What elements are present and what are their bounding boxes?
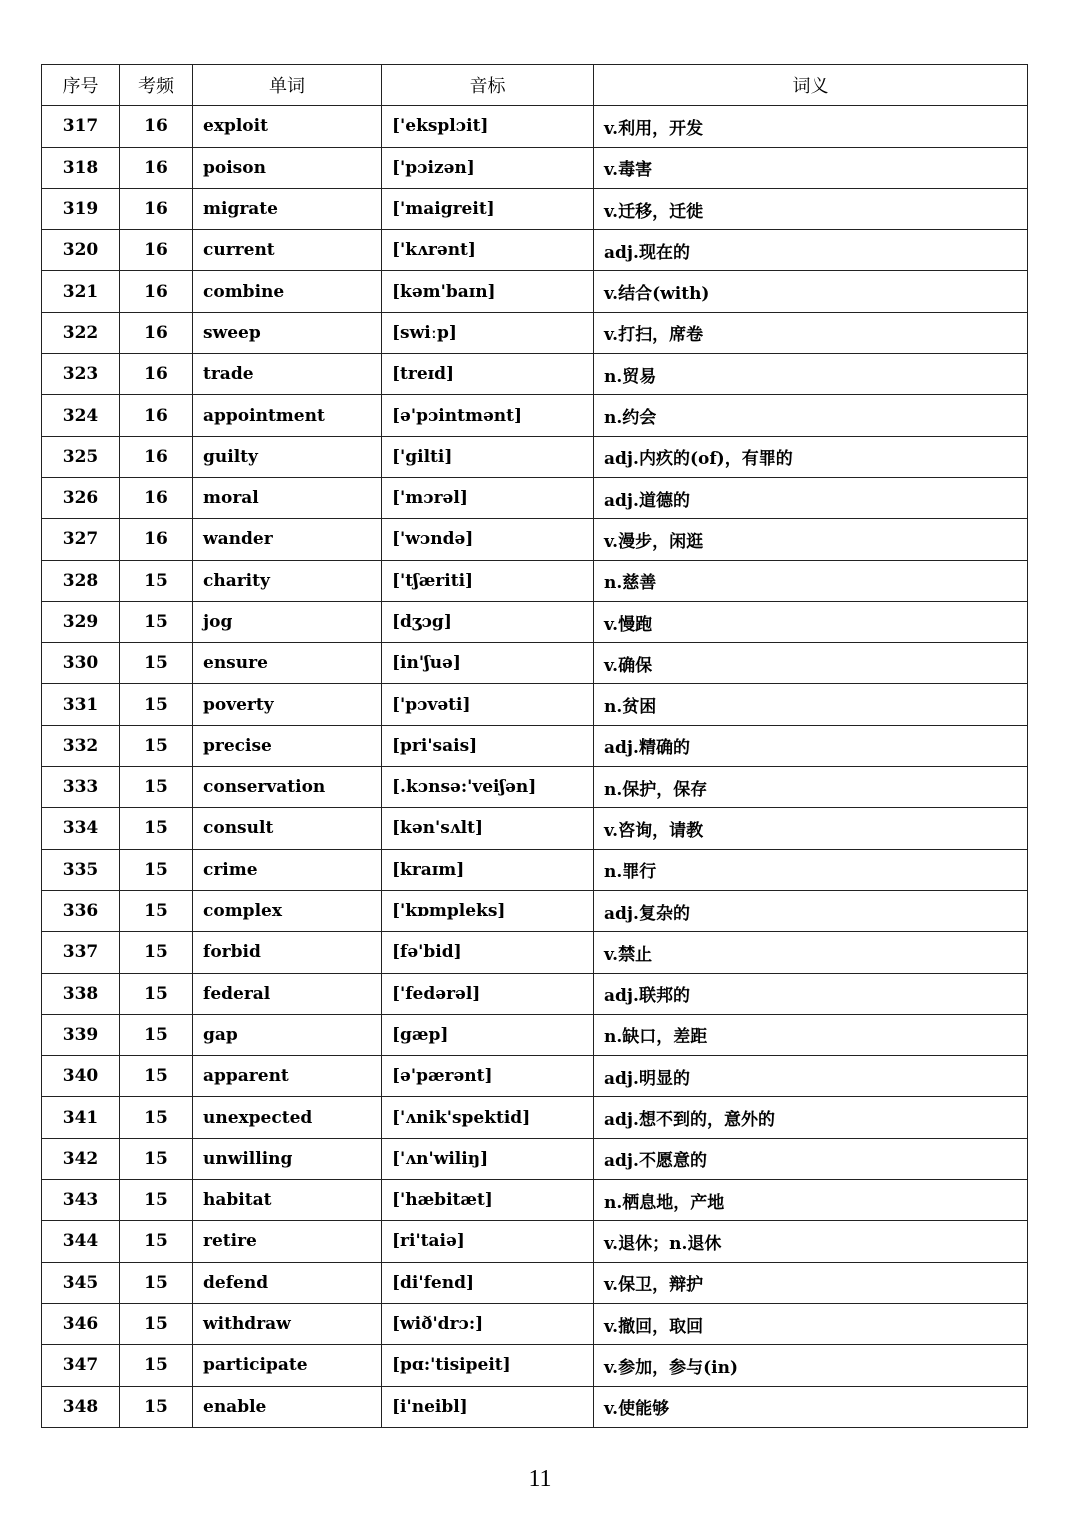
cell-definition: v.禁止 [594, 932, 1028, 973]
cell-index: 338 [42, 973, 120, 1014]
cell-word: unwilling [193, 1138, 382, 1179]
cell-phonetic: [dʒɔg] [382, 601, 594, 642]
cell-frequency: 16 [120, 477, 193, 518]
cell-phonetic: [kraɪm] [382, 849, 594, 890]
table-row [42, 106, 1028, 147]
table-row [42, 395, 1028, 436]
cell-frequency: 15 [120, 767, 193, 808]
cell-phonetic: ['hæbitæt] [382, 1180, 594, 1221]
cell-definition: v.退休；n.退休 [594, 1221, 1028, 1262]
cell-definition: v.保卫，辩护 [594, 1262, 1028, 1303]
cell-phonetic: ['wɔndə] [382, 519, 594, 560]
cell-word: forbid [193, 932, 382, 973]
cell-phonetic: ['kʌrənt] [382, 230, 594, 271]
cell-index: 328 [42, 560, 120, 601]
table-row [42, 312, 1028, 353]
cell-frequency: 15 [120, 890, 193, 931]
cell-index: 347 [42, 1345, 120, 1386]
cell-word: sweep [193, 312, 382, 353]
cell-phonetic: [treɪd] [382, 354, 594, 395]
cell-definition: n.缺口，差距 [594, 1014, 1028, 1055]
table-row [42, 1138, 1028, 1179]
cell-phonetic: ['pɔizən] [382, 147, 594, 188]
cell-phonetic: [swiːp] [382, 312, 594, 353]
table-row [42, 354, 1028, 395]
cell-frequency: 16 [120, 271, 193, 312]
cell-word: federal [193, 973, 382, 1014]
cell-definition: adj.精确的 [594, 725, 1028, 766]
cell-definition: adj.复杂的 [594, 890, 1028, 931]
table-row [42, 1180, 1028, 1221]
cell-index: 323 [42, 354, 120, 395]
cell-frequency: 15 [120, 1056, 193, 1097]
cell-word: wander [193, 519, 382, 560]
cell-index: 324 [42, 395, 120, 436]
cell-index: 340 [42, 1056, 120, 1097]
cell-index: 345 [42, 1262, 120, 1303]
cell-phonetic: [pɑ:'tisipeit] [382, 1345, 594, 1386]
table-row [42, 1056, 1028, 1097]
table-row [42, 1221, 1028, 1262]
cell-phonetic: [ə'pɔintmənt] [382, 395, 594, 436]
cell-definition: n.贫困 [594, 684, 1028, 725]
cell-word: precise [193, 725, 382, 766]
cell-phonetic: ['ʌnik'spektid] [382, 1097, 594, 1138]
cell-frequency: 15 [120, 601, 193, 642]
cell-index: 319 [42, 188, 120, 229]
cell-definition: v.结合(with) [594, 271, 1028, 312]
cell-frequency: 15 [120, 808, 193, 849]
cell-word: poison [193, 147, 382, 188]
cell-index: 329 [42, 601, 120, 642]
header-phonetic: 音标 [382, 65, 594, 106]
table-row [42, 271, 1028, 312]
cell-phonetic: [pri'sais] [382, 725, 594, 766]
table-row [42, 436, 1028, 477]
cell-index: 322 [42, 312, 120, 353]
cell-index: 336 [42, 890, 120, 931]
cell-definition: v.利用，开发 [594, 106, 1028, 147]
cell-word: jog [193, 601, 382, 642]
cell-index: 344 [42, 1221, 120, 1262]
table-row [42, 1303, 1028, 1344]
table-row [42, 519, 1028, 560]
cell-definition: v.使能够 [594, 1386, 1028, 1427]
table-header-row [42, 65, 1028, 106]
table-row [42, 1386, 1028, 1427]
table-row [42, 973, 1028, 1014]
cell-phonetic: ['kɒmpleks] [382, 890, 594, 931]
table-row [42, 932, 1028, 973]
cell-word: crime [193, 849, 382, 890]
cell-phonetic: [ə'pærənt] [382, 1056, 594, 1097]
cell-phonetic: [gæp] [382, 1014, 594, 1055]
cell-word: gap [193, 1014, 382, 1055]
cell-phonetic: [fə'bid] [382, 932, 594, 973]
cell-phonetic: ['ʌn'wiliŋ] [382, 1138, 594, 1179]
table-row [42, 560, 1028, 601]
table-row [42, 601, 1028, 642]
cell-frequency: 15 [120, 932, 193, 973]
cell-frequency: 15 [120, 1221, 193, 1262]
cell-definition: n.保护，保存 [594, 767, 1028, 808]
cell-word: consult [193, 808, 382, 849]
cell-definition: v.参加，参与(in) [594, 1345, 1028, 1386]
header-word: 单词 [193, 65, 382, 106]
cell-frequency: 15 [120, 1303, 193, 1344]
cell-frequency: 15 [120, 1386, 193, 1427]
cell-definition: adj.想不到的，意外的 [594, 1097, 1028, 1138]
cell-phonetic: [i'neibl] [382, 1386, 594, 1427]
cell-word: appointment [193, 395, 382, 436]
cell-phonetic: ['tʃæriti] [382, 560, 594, 601]
cell-frequency: 16 [120, 147, 193, 188]
cell-definition: v.撤回，取回 [594, 1303, 1028, 1344]
cell-phonetic: [wið'drɔ:] [382, 1303, 594, 1344]
cell-definition: n.约会 [594, 395, 1028, 436]
table-row [42, 725, 1028, 766]
cell-frequency: 15 [120, 1262, 193, 1303]
cell-frequency: 15 [120, 560, 193, 601]
table-row [42, 147, 1028, 188]
cell-index: 343 [42, 1180, 120, 1221]
cell-frequency: 16 [120, 395, 193, 436]
cell-definition: v.毒害 [594, 147, 1028, 188]
cell-phonetic: ['gilti] [382, 436, 594, 477]
cell-index: 337 [42, 932, 120, 973]
cell-word: defend [193, 1262, 382, 1303]
cell-word: apparent [193, 1056, 382, 1097]
cell-index: 327 [42, 519, 120, 560]
cell-frequency: 16 [120, 230, 193, 271]
table-row [42, 1345, 1028, 1386]
cell-phonetic: ['eksplɔit] [382, 106, 594, 147]
cell-phonetic: ['mɔrəl] [382, 477, 594, 518]
cell-index: 320 [42, 230, 120, 271]
cell-frequency: 15 [120, 1138, 193, 1179]
cell-definition: adj.明显的 [594, 1056, 1028, 1097]
cell-definition: v.打扫，席卷 [594, 312, 1028, 353]
cell-phonetic: [di'fend] [382, 1262, 594, 1303]
cell-definition: v.咨询，请教 [594, 808, 1028, 849]
cell-frequency: 15 [120, 643, 193, 684]
cell-index: 335 [42, 849, 120, 890]
cell-index: 346 [42, 1303, 120, 1344]
cell-index: 339 [42, 1014, 120, 1055]
table-row [42, 1097, 1028, 1138]
cell-frequency: 16 [120, 188, 193, 229]
cell-word: unexpected [193, 1097, 382, 1138]
table-row [42, 1014, 1028, 1055]
cell-index: 317 [42, 106, 120, 147]
cell-phonetic: ['pɔvəti] [382, 684, 594, 725]
cell-index: 321 [42, 271, 120, 312]
cell-definition: v.漫步，闲逛 [594, 519, 1028, 560]
table-row [42, 477, 1028, 518]
cell-frequency: 15 [120, 849, 193, 890]
cell-frequency: 15 [120, 1180, 193, 1221]
cell-definition: adj.道德的 [594, 477, 1028, 518]
header-definition: 词义 [594, 65, 1028, 106]
cell-word: current [193, 230, 382, 271]
cell-definition: n.慈善 [594, 560, 1028, 601]
cell-phonetic: [.kɔnsə:'veiʃən] [382, 767, 594, 808]
cell-phonetic: [ri'taiə] [382, 1221, 594, 1262]
cell-word: moral [193, 477, 382, 518]
cell-definition: v.慢跑 [594, 601, 1028, 642]
table-row [42, 188, 1028, 229]
cell-word: poverty [193, 684, 382, 725]
table-row [42, 849, 1028, 890]
header-index: 序号 [42, 65, 120, 106]
cell-phonetic: ['maigreit] [382, 188, 594, 229]
cell-index: 341 [42, 1097, 120, 1138]
cell-index: 331 [42, 684, 120, 725]
cell-word: complex [193, 890, 382, 931]
cell-frequency: 15 [120, 1097, 193, 1138]
table-row [42, 767, 1028, 808]
cell-word: combine [193, 271, 382, 312]
cell-phonetic: ['fedərəl] [382, 973, 594, 1014]
table-row [42, 643, 1028, 684]
table-row [42, 684, 1028, 725]
table-body [42, 106, 1028, 1428]
table-row [42, 808, 1028, 849]
cell-index: 333 [42, 767, 120, 808]
cell-index: 334 [42, 808, 120, 849]
cell-definition: adj.联邦的 [594, 973, 1028, 1014]
cell-index: 318 [42, 147, 120, 188]
cell-word: migrate [193, 188, 382, 229]
cell-definition: n.栖息地，产地 [594, 1180, 1028, 1221]
cell-index: 348 [42, 1386, 120, 1427]
cell-definition: v.确保 [594, 643, 1028, 684]
cell-word: retire [193, 1221, 382, 1262]
cell-frequency: 15 [120, 1014, 193, 1055]
cell-word: withdraw [193, 1303, 382, 1344]
cell-frequency: 16 [120, 354, 193, 395]
cell-word: enable [193, 1386, 382, 1427]
cell-index: 325 [42, 436, 120, 477]
cell-definition: adj.不愿意的 [594, 1138, 1028, 1179]
cell-index: 330 [42, 643, 120, 684]
cell-word: charity [193, 560, 382, 601]
cell-frequency: 15 [120, 973, 193, 1014]
table-row [42, 890, 1028, 931]
cell-definition: n.贸易 [594, 354, 1028, 395]
cell-word: conservation [193, 767, 382, 808]
cell-frequency: 15 [120, 1345, 193, 1386]
header-frequency: 考频 [120, 65, 193, 106]
cell-index: 332 [42, 725, 120, 766]
cell-word: participate [193, 1345, 382, 1386]
cell-definition: adj.现在的 [594, 230, 1028, 271]
cell-frequency: 15 [120, 725, 193, 766]
table-row [42, 1262, 1028, 1303]
cell-definition: n.罪行 [594, 849, 1028, 890]
cell-word: trade [193, 354, 382, 395]
cell-word: ensure [193, 643, 382, 684]
cell-frequency: 16 [120, 312, 193, 353]
vocabulary-table [41, 64, 1028, 1428]
page-number: 11 [528, 1466, 552, 1492]
cell-phonetic: [in'ʃuə] [382, 643, 594, 684]
cell-frequency: 16 [120, 436, 193, 477]
cell-word: exploit [193, 106, 382, 147]
cell-phonetic: [kən'sʌlt] [382, 808, 594, 849]
cell-index: 342 [42, 1138, 120, 1179]
cell-index: 326 [42, 477, 120, 518]
cell-frequency: 16 [120, 106, 193, 147]
cell-frequency: 15 [120, 684, 193, 725]
cell-definition: adj.内疚的(of)，有罪的 [594, 436, 1028, 477]
cell-word: habitat [193, 1180, 382, 1221]
cell-phonetic: [kəm'baɪn] [382, 271, 594, 312]
table-row [42, 230, 1028, 271]
cell-frequency: 16 [120, 519, 193, 560]
cell-word: guilty [193, 436, 382, 477]
cell-definition: v.迁移，迁徙 [594, 188, 1028, 229]
